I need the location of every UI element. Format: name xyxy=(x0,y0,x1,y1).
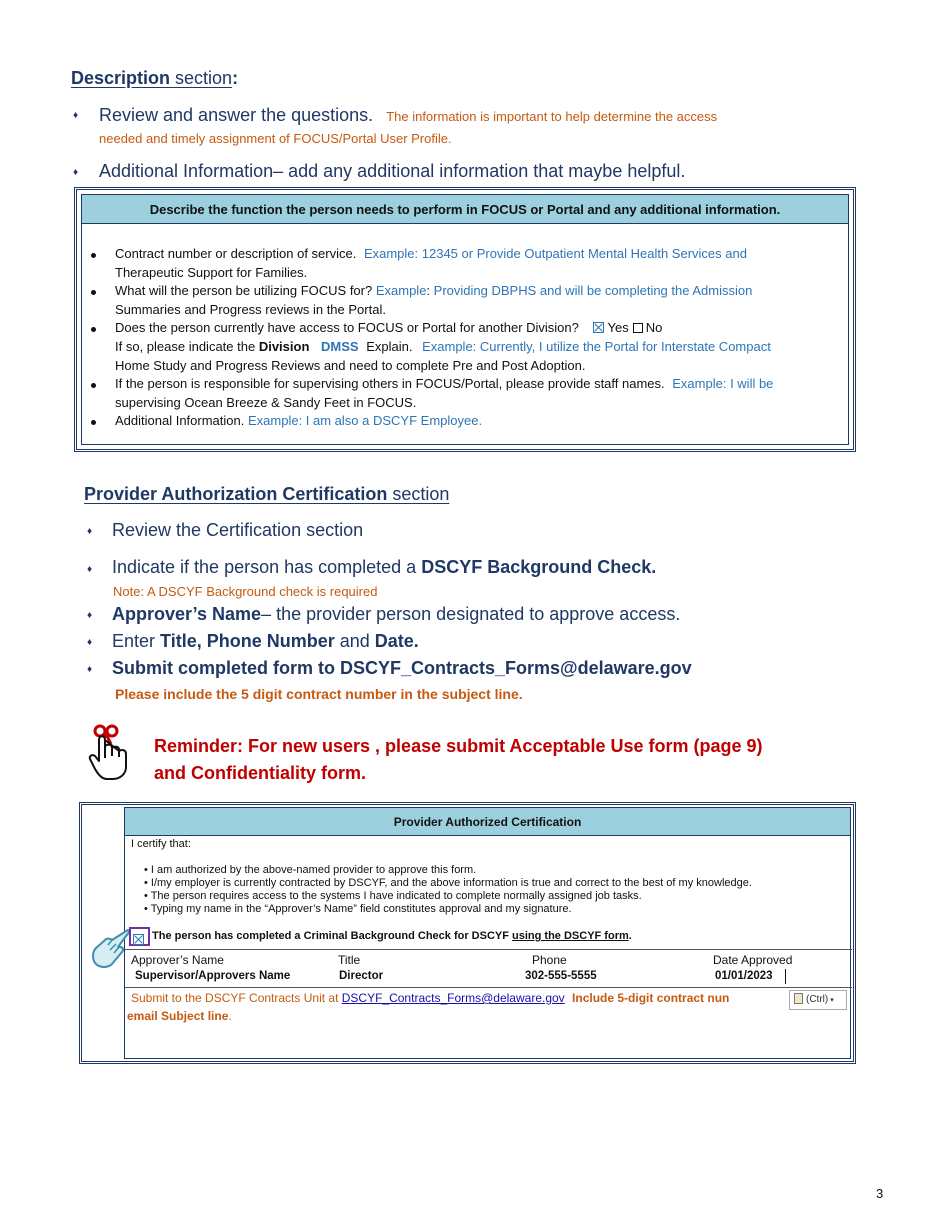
desc-line-division: If so, please indicate the Division DMSS Explain. Example: Currently, I utilize the Portal for Interstate Compact xyxy=(115,339,771,354)
col-title: Title xyxy=(338,953,361,967)
bullet-diamond: ♦ xyxy=(73,167,79,178)
chevron-down-icon: ▾ xyxy=(830,997,834,1004)
certify-item-2: • I/my employer is currently contracted by DSCYF, and the above information is true and correct to the best of my knowledge. xyxy=(144,877,752,889)
provider-heading: Provider Authorization Certification section xyxy=(84,484,450,504)
bullet-diamond: ♦ xyxy=(87,610,93,621)
provider-submit-note: Please include the 5 digit contract number in the subject line. xyxy=(115,686,523,702)
text-cursor xyxy=(785,969,786,984)
reminder-line-2: and Confidentiality form. xyxy=(154,763,367,783)
paste-options-button[interactable]: (Ctrl) ▾ xyxy=(789,990,847,1010)
provider-bullet-background: Indicate if the person has completed a DSCYF Background Check. xyxy=(112,557,657,577)
desc-line-focus-use: What will the person be utilizing FOCUS for? Example: Providing DBPHS and will be completing the Admission xyxy=(115,283,753,298)
desc-line-additional: Additional Information. Example: I am also a DSCYF Employee. xyxy=(115,413,483,428)
desc-line-contract-cont: Therapeutic Support for Families. xyxy=(115,265,308,280)
submit-instruction: Submit to the DSCYF Contracts Unit at DSCYF_Contracts_Forms@delaware.gov Include 5-digit contract nun xyxy=(131,991,730,1005)
empty-checkbox-icon xyxy=(633,323,643,333)
bullet-diamond: ♦ xyxy=(87,564,93,575)
col-date-approved: Date Approved xyxy=(713,953,793,967)
desc-bullet-review-note: needed and timely assignment of FOCUS/Portal User Profile. xyxy=(99,131,452,146)
certify-label: I certify that: xyxy=(131,838,191,850)
bullet-diamond: ♦ xyxy=(73,110,79,121)
contracts-email-link[interactable]: DSCYF_Contracts_Forms@delaware.gov xyxy=(341,991,565,1005)
checked-box-icon[interactable] xyxy=(133,934,144,945)
clipboard-icon xyxy=(794,993,803,1004)
desc-bullet-additional: Additional Information– add any additional information that maybe helpful. xyxy=(99,161,686,181)
bullet-dot xyxy=(91,383,96,388)
desc-line-focus-use-cont: Summaries and Progress reviews in the Portal. xyxy=(115,302,386,317)
title-value[interactable]: Director xyxy=(339,970,384,982)
phone-value[interactable]: 302-555-5555 xyxy=(525,970,597,982)
certify-item-1: • I am authorized by the above-named provider to approve this form. xyxy=(144,864,477,876)
reminder-finger-ribbon-icon xyxy=(88,722,138,782)
bullet-diamond: ♦ xyxy=(87,664,93,675)
col-phone: Phone xyxy=(532,953,567,967)
desc-bullet-review: Review and answer the questions. The information is important to help determine the access xyxy=(99,105,718,125)
desc-line-access: Does the person currently have access to FOCUS or Portal for another Division? Yes No xyxy=(115,320,663,335)
divider xyxy=(125,987,852,988)
bullet-diamond: ♦ xyxy=(87,526,93,537)
provider-bullet-approver: Approver’s Name– the provider person designated to approve access. xyxy=(112,604,681,624)
provider-bullet-enter: Enter Title, Phone Number and Date. xyxy=(112,631,419,651)
bullet-dot xyxy=(91,253,96,258)
bullet-diamond: ♦ xyxy=(87,637,93,648)
desc-line-contract: Contract number or description of service. Example: 12345 or Provide Outpatient Mental Health Services and xyxy=(115,246,747,261)
page-number: 3 xyxy=(876,1186,884,1201)
approver-name-value[interactable]: Supervisor/Approvers Name xyxy=(135,970,291,982)
description-heading: Description section: xyxy=(71,68,239,88)
submit-instruction-cont: email Subject line. xyxy=(127,1009,232,1023)
desc-line-division-cont: Home Study and Progress Reviews and need to complete Pre and Post Adoption. xyxy=(115,358,586,373)
desc-line-supervising: If the person is responsible for supervising others in FOCUS/Portal, please provide staff names. Example: I will be xyxy=(115,376,774,391)
pointing-hand-icon xyxy=(88,922,132,972)
provider-bullet-review: Review the Certification section xyxy=(112,520,364,540)
bullet-dot xyxy=(91,290,96,295)
certification-box-header: Provider Authorized Certification xyxy=(125,808,850,836)
certify-item-4: • Typing my name in the “Approver’s Name” field constitutes approval and my signature. xyxy=(144,903,572,915)
date-approved-value[interactable]: 01/01/2023 xyxy=(715,970,773,982)
bullet-dot xyxy=(91,327,96,332)
divider xyxy=(125,949,852,950)
reminder-line-1: Reminder: For new users , please submit Acceptable Use form (page 9) xyxy=(154,736,763,756)
provider-bullet-submit: Submit completed form to DSCYF_Contracts_Forms@delaware.gov xyxy=(112,658,692,678)
bullet-dot xyxy=(91,420,96,425)
desc-line-supervising-cont: supervising Ocean Breeze & Sandy Feet in FOCUS. xyxy=(115,395,417,410)
description-example-box xyxy=(74,187,856,452)
col-approver-name: Approver’s Name xyxy=(131,953,224,967)
background-check-line: The person has completed a Criminal Background Check for DSCYF using the DSCYF form. xyxy=(152,930,632,942)
provider-background-note: Note: A DSCYF Background check is required xyxy=(113,584,378,599)
description-box-header: Describe the function the person needs to perform in FOCUS or Portal and any additional information. xyxy=(82,195,848,224)
certify-item-3: • The person requires access to the systems I have indicated to complete normally assigned job tasks. xyxy=(144,890,642,902)
checked-box-icon xyxy=(593,322,604,333)
